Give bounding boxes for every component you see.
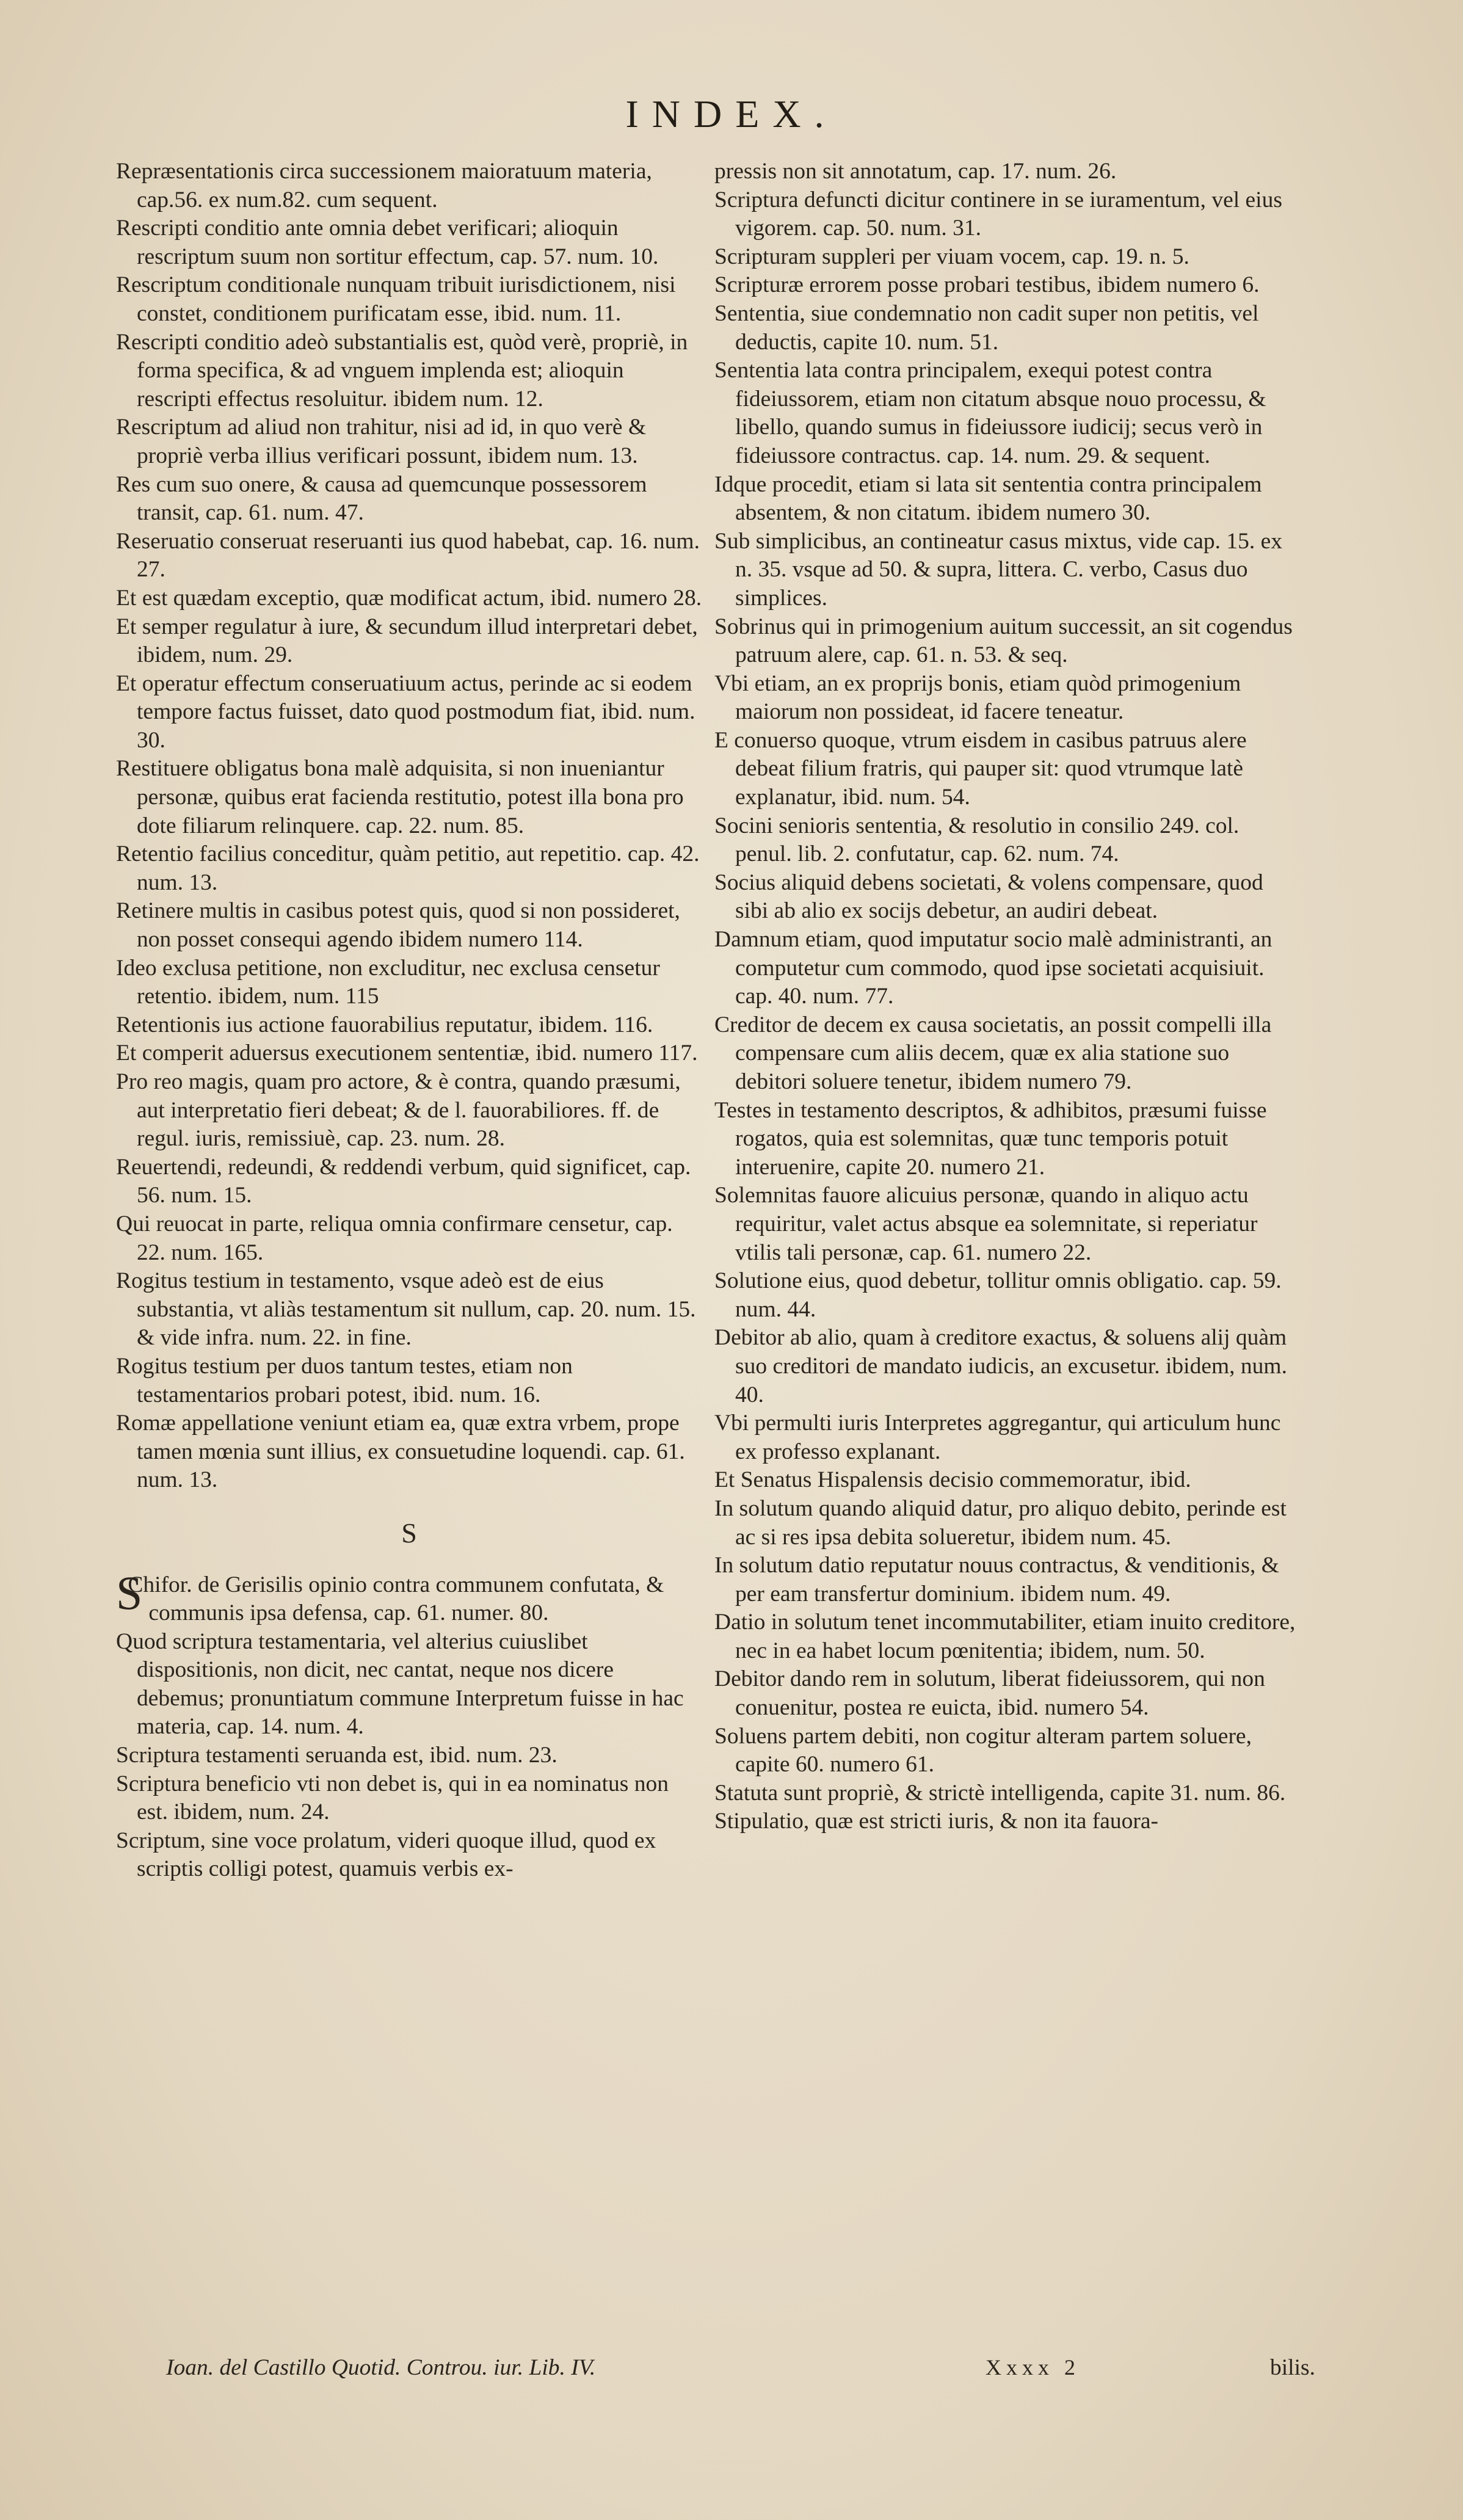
index-entry: Et semper regulatur à iure, & secundum illud interpretari debet, ibidem, num. 29.	[116, 614, 698, 668]
index-entry: Res cum suo onere, & causa ad quemcunque possessorem transit, cap. 61. num. 47.	[116, 471, 647, 526]
drop-cap: S	[116, 1566, 143, 1619]
index-entry: Scriptura beneficio vti non debet is, qui in ea nominatus non est. ibidem, num. 24.	[116, 1771, 669, 1825]
index-entry: Qui reuocat in parte, reliqua omnia confirmare censetur, cap. 22. num. 165.	[116, 1211, 673, 1265]
catchword: bilis.	[1270, 2355, 1315, 2380]
index-entry: Scripturam suppleri per viuam vocem, cap. 19. n. 5.	[714, 244, 1189, 269]
index-entry: Rescripti conditio ante omnia debet verificari; alioquin rescriptum suum non sortitur effectum, cap. 57. num. 10.	[116, 216, 659, 269]
index-entry: Solemnitas fauore alicuius personæ, quando in aliquo actu requiritur, valet actus absque ea solemnitate, si reperiatur vtilis tali personæ, cap. 61. numero 22.	[714, 1183, 1258, 1265]
index-entry: Sub simplicibus, an contineatur casus mixtus, vide cap. 15. ex n. 35. vsque ad 50. & supra, littera. C. verbo, Casus duo simplices.	[714, 528, 1283, 611]
index-entry: Reuertendi, redeundi, & reddendi verbum, quid significet, cap. 56. num. 15.	[116, 1154, 691, 1208]
index-entry: Scriptura defuncti dicitur continere in se iuramentum, vel eius vigorem. cap. 50. num. 31.	[714, 187, 1282, 241]
index-entry: Idque procedit, etiam si lata sit sententia contra principalem absentem, & non citatum. ibidem numero 30.	[714, 471, 1262, 526]
index-entry: Et operatur effectum conseruatiuum actus, perinde ac si eodem tempore factus fuisset, dato quod postmodum fiat, ibid. num. 30.	[116, 670, 695, 753]
index-entry: Sententia lata contra principalem, exequi potest contra fideiussorem, etiam non citatum absque nouo processu, & libello, quando sumus in fideiussore iudicij; secus verò in fideiussore contractus. cap. 14. num. 29. & sequent.	[714, 358, 1266, 468]
index-entry: Quod scriptura testamentaria, vel alterius cuiuslibet dispositionis, non dicit, nec cantat, neque nos dicere debemus; pronuntiatum commune Interpretum fuisse in hac materia, cap. 14. num. 4.	[116, 1629, 684, 1740]
signature-mark: Xxxx 2	[986, 2355, 1080, 2380]
index-entry: Solutione eius, quod debetur, tollitur omnis obligatio. cap. 59. num. 44.	[714, 1268, 1282, 1322]
left-column	[116, 158, 702, 1884]
index-entry: Retinere multis in casibus potest quis, quod si non possideret, non posset consequi agendo ibidem numero 114.	[116, 898, 680, 953]
index-entry: Rescripti conditio adeò substantialis est, quòd verè, propriè, in forma specifica, & ad vnguem implenda est; alioquin rescripti effectus resoluitur. ibidem num. 12.	[116, 329, 688, 412]
index-entry-text: Chifor. de Gerisilis opinio contra communem confutata, & communis ipsa defensa, cap. 61. numer. 80.	[128, 1572, 664, 1626]
index-entry	[116, 1566, 702, 1628]
index-entry: Ideo exclusa petitione, non excluditur, nec exclusa censetur retentio. ibidem, num. 115	[116, 955, 660, 1009]
index-entry: Debitor ab alio, quam à creditore exactus, & soluens alij quàm suo creditori de mandato iudicis, an excusetur. ibidem, num. 40.	[714, 1325, 1287, 1407]
index-entry: Debitor dando rem in solutum, liberat fideiussorem, qui non conuenitur, postea re euicta, ibid. numero 54.	[714, 1666, 1265, 1721]
index-entry: Pro reo magis, quam pro actore, & è contra, quando præsumi, aut interpretatio fieri debeat; & de l. fauorabiliores. ff. de regul. iuris, remissiuè, cap. 23. num. 28.	[116, 1069, 681, 1152]
index-entry: Restituere obligatus bona malè adquisita, si non inueniantur personæ, quibus erat facienda restitutio, potest illa bona pro dote filiarum relinquere. cap. 22. num. 85.	[116, 756, 684, 838]
index-entry: Reseruatio conseruat reseruanti ius quod habebat, cap. 16. num. 27.	[116, 528, 700, 583]
index-entry: Rescriptum ad aliud non trahitur, nisi ad id, in quo verè & propriè verba illius verificari possunt, ibidem num. 13.	[116, 415, 647, 468]
index-entry: Soluens partem debiti, non cogitur alteram partem soluere, capite 60. numero 61.	[714, 1723, 1252, 1777]
index-entry: Et comperit aduersus executionem sententiæ, ibid. numero 117.	[116, 1040, 698, 1066]
index-entry: Scripturæ errorem posse probari testibus, ibidem numero 6.	[714, 272, 1260, 298]
index-entry: Repræsentationis circa successionem maioratuum materia, cap.56. ex num.82. cum sequent.	[116, 159, 652, 212]
index-entry: Socini senioris sententia, & resolutio in consilio 249. col. penul. lib. 2. confutatur, cap. 62. num. 74.	[714, 813, 1240, 867]
index-entry: Sententia, siue condemnatio non cadit super non petitis, vel deductis, capite 10. num. 51.	[714, 300, 1259, 355]
index-entry: Retentionis ius actione fauorabilius reputatur, ibidem. 116.	[116, 1012, 653, 1037]
index-entry: Creditor de decem ex causa societatis, an possit compelli illa compensare cum aliis decem, quæ ex alia statione suo debitori soluere tenetur, ibidem numero 79.	[714, 1012, 1272, 1094]
index-entry: In solutum datio reputatur nouus contractus, & venditionis, & per eam transfertur dominium. ibidem num. 49.	[714, 1553, 1279, 1607]
index-entry: Datio in solutum tenet incommutabiliter, etiam inuito creditore, nec in ea habet locum pœnitentia; ibidem, num. 50.	[714, 1610, 1296, 1663]
index-entry: Damnum etiam, quod imputatur socio malè administranti, an computetur cum commodo, quod ipse societati acquisiuit. cap. 40. num. 77.	[714, 927, 1272, 1009]
index-entry: Vbi permulti iuris Interpretes aggregantur, qui articulum hunc ex professo explanant.	[714, 1411, 1281, 1464]
index-entry: Rogitus testium in testamento, vsque adeò est de eius substantia, vt aliàs testamentum sit nullum, cap. 20. num. 15. & vide infra. num. 22. in fine.	[116, 1268, 696, 1351]
index-entry: Retentio facilius conceditur, quàm petitio, aut repetitio. cap. 42. num. 13.	[116, 841, 700, 895]
index-entry: Socius aliquid debens societati, & volens compensare, quod sibi ab alio ex socijs debetur, an audiri debeat.	[714, 870, 1263, 924]
index-entry: Testes in testamento descriptos, & adhibitos, præsumi fuisse rogatos, quia est solemnitas, quæ tunc temporis potuit interuenire, capite 20. numero 21.	[714, 1097, 1267, 1180]
right-column	[714, 158, 1301, 1836]
index-entry: pressis non sit annotatum, cap. 17. num. 26.	[714, 159, 1117, 184]
index-entry: In solutum quando aliquid datur, pro aliquo debito, perinde est ac si res ipsa debita solueretur, ibidem num. 45.	[714, 1495, 1287, 1550]
index-entry: Rescriptum conditionale nunquam tribuit iurisdictionem, nisi constet, conditionem purificatam esse, ibid. num. 11.	[116, 272, 676, 326]
index-entry: Vbi etiam, an ex proprijs bonis, etiam quòd primogenium maiorum non possideat, id facere teneatur.	[714, 670, 1241, 725]
index-entry: Scriptum, sine voce prolatum, videri quoque illud, quod ex scriptis colligi potest, quamuis verbis ex-	[116, 1828, 656, 1882]
index-entry: E conuerso quoque, vtrum eisdem in casibus patruus alere debeat filium fratris, qui pauper sit: quod vtrumque latè explanatur, ibid. num. 54.	[714, 727, 1247, 810]
section-heading: S	[401, 1517, 417, 1549]
index-entry: Romæ appellatione veniunt etiam ea, quæ extra vrbem, prope tamen mœnia sunt illius, ex consuetudine loquendi. cap. 61. num. 13.	[116, 1411, 685, 1493]
index-entry: Et est quædam exceptio, quæ modificat actum, ibid. numero 28.	[116, 585, 702, 611]
running-footer: Ioan. del Castillo Quotid. Controu. iur. Lib. IV.	[166, 2355, 596, 2380]
index-entry: Statuta sunt propriè, & strictè intelligenda, capite 31. num. 86.	[714, 1780, 1286, 1806]
index-entry: Scriptura testamenti seruanda est, ibid. num. 23.	[116, 1743, 557, 1768]
page-title: INDEX.	[625, 92, 838, 136]
index-entry: Sobrinus qui in primogenium auitum successit, an sit cogendus patruum alere, cap. 61. n. 53. & seq.	[714, 614, 1293, 668]
index-entry: Stipulatio, quæ est stricti iuris, & non ita fauora-	[714, 1809, 1158, 1834]
index-entry: Rogitus testium per duos tantum testes, etiam non testamentarios probari potest, ibid. num. 16.	[116, 1353, 573, 1407]
index-entry: Et Senatus Hispalensis decisio commemoratur, ibid.	[714, 1467, 1191, 1493]
